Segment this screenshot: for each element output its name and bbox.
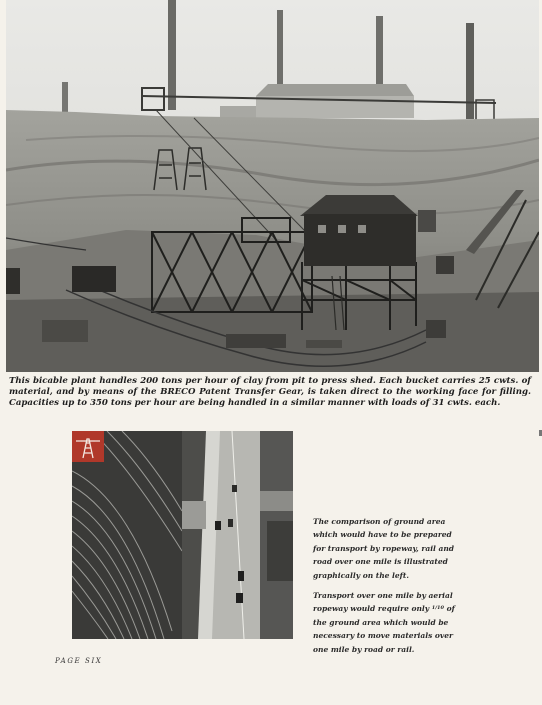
pylon-icon-badge [72, 431, 104, 462]
photo-caption: This bicable plant handles 200 tons per hour of clay from pit to press shed. Each bucket carries 25 cwts. of material, and by means of the BRECO Patent Transfer Gear, is taken direct to the working face for filling. Capacities up to 350 tons per hour are being handled in a similar manner with loads of 31 cwts. each. [9, 376, 531, 408]
ground-area-comparison-photo [72, 431, 293, 639]
comparison-paragraph: The comparison of ground area which would have to be prepared for transport by ropeway, rail and road over one mile is illustrated graphically on the left. [313, 517, 455, 580]
ropeway-area-paragraph [313, 589, 460, 656]
one-tenth-fraction: 1/10 [431, 605, 445, 612]
ropeway-area-text-start: Transport over one mile by aerial ropeway would require only [313, 591, 453, 614]
comparison-text [313, 515, 460, 663]
railway-road-illustration [72, 431, 293, 639]
clay-pit-ropeway-photo [6, 0, 539, 372]
page-number: PAGE SIX [55, 657, 103, 665]
ropeway-area-text-end: of the ground area which would be necessary to move materials over one mile by road or rail. [313, 604, 455, 654]
clay-pit-illustration [6, 0, 539, 372]
